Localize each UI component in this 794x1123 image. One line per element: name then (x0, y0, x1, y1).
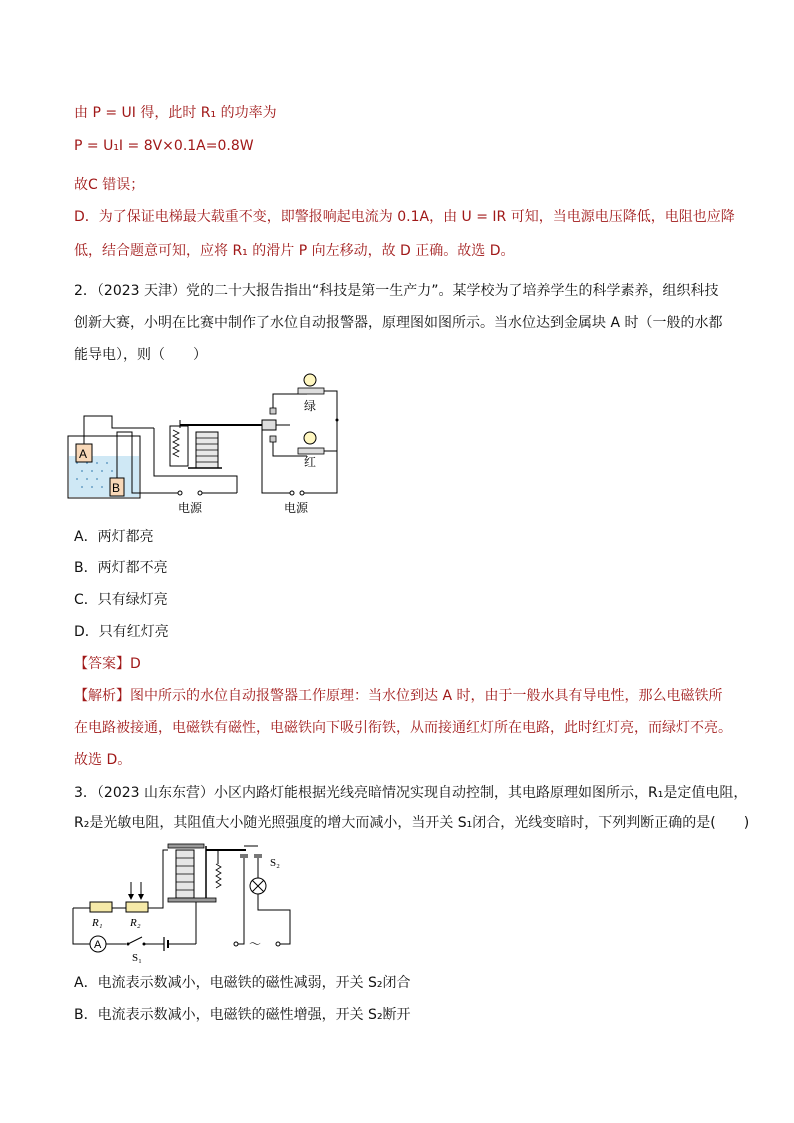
r1-label: R₁ (92, 917, 103, 929)
answer-line: 【答案】D (74, 656, 141, 672)
resistor-r1 (90, 902, 112, 912)
s1-label: S₁ (132, 952, 142, 964)
question-2-line-1: 2．（2023 天津）党的二十大报告指出“科技是第一生产力”。某学校为了培养学生的科学素养，组织科技 (74, 283, 719, 299)
red-lamp-bulb (304, 432, 316, 444)
option-3a: A．电流表示数减小，电磁铁的磁性减弱，开关 S₂闭合 (74, 975, 411, 991)
text-line-3: 故C 错误； (74, 177, 145, 193)
question-3-line-1: 3．（2023 山东东营）小区内路灯能根据光线亮暗情况实现自动控制，其电路原理如图所示，R₁是定值电阻， (74, 785, 748, 801)
text-line-2: P = U₁I = 8V×0.1A=0.8W (74, 138, 254, 154)
explanation-line-3: 故选 D。 (74, 752, 132, 768)
question-2-line-3: 能导电），则（ ） (74, 347, 207, 363)
question-2-line-2: 创新大赛，小明在比赛中制作了水位自动报警器，原理图如图所示。当水位达到金属块 A 时（一般的水都 (74, 315, 723, 331)
s2-label: S₂ (270, 857, 280, 869)
water-alarm-circuit-diagram (62, 368, 352, 518)
option-2a: A．两灯都亮 (74, 529, 154, 545)
power-label-1: 电源 (178, 501, 203, 515)
option-3b: B．电流表示数减小，电磁铁的磁性增强，开关 S₂断开 (74, 1007, 411, 1023)
green-lamp-label: 绿 (304, 399, 317, 413)
photoresistor-r2 (126, 902, 148, 912)
ac-source-label: ～ (249, 937, 262, 951)
block-b-label: B (112, 481, 121, 495)
green-lamp-bulb (304, 374, 316, 386)
option-2c: C．只有绿灯亮 (74, 592, 168, 608)
block-a-label: A (79, 447, 88, 461)
option-2b: B．两灯都不亮 (74, 560, 168, 576)
ammeter-label: A (94, 939, 102, 951)
text-line-4: D．为了保证电梯最大载重不变，即警报响起电流为 0.1A，由 U = IR 可知，当电源电压降低，电阻也应降 (74, 209, 735, 225)
explanation-line-1: 【解析】图中所示的水位自动报警器工作原理：当水位到达 A 时，由于一般水具有导电性，那么电磁铁所 (74, 688, 723, 704)
question-3-line-2: R₂是光敏电阻，其阻值大小随光照强度的增大而减小，当开关 S₁闭合，光线变暗时，下列判断正确的是( ) (74, 815, 750, 831)
explanation-line-2: 在电路被接通，电磁铁有磁性，电磁铁向下吸引衔铁，从而接通红灯所在电路，此时红灯亮，而绿灯不亮。 (74, 720, 732, 736)
r2-label: R₂ (130, 917, 141, 929)
red-lamp-label: 红 (304, 455, 317, 469)
text-line-1: 由 P = UI 得，此时 R₁ 的功率为 (74, 105, 277, 121)
street-lamp-circuit-diagram (68, 840, 293, 965)
option-2d: D．只有红灯亮 (74, 624, 169, 640)
text-line-5: 低，结合题意可知，应将 R₁ 的滑片 P 向左移动，故 D 正确。故选 D。 (74, 243, 515, 259)
power-label-2: 电源 (284, 501, 309, 515)
switch-s1 (128, 937, 142, 944)
